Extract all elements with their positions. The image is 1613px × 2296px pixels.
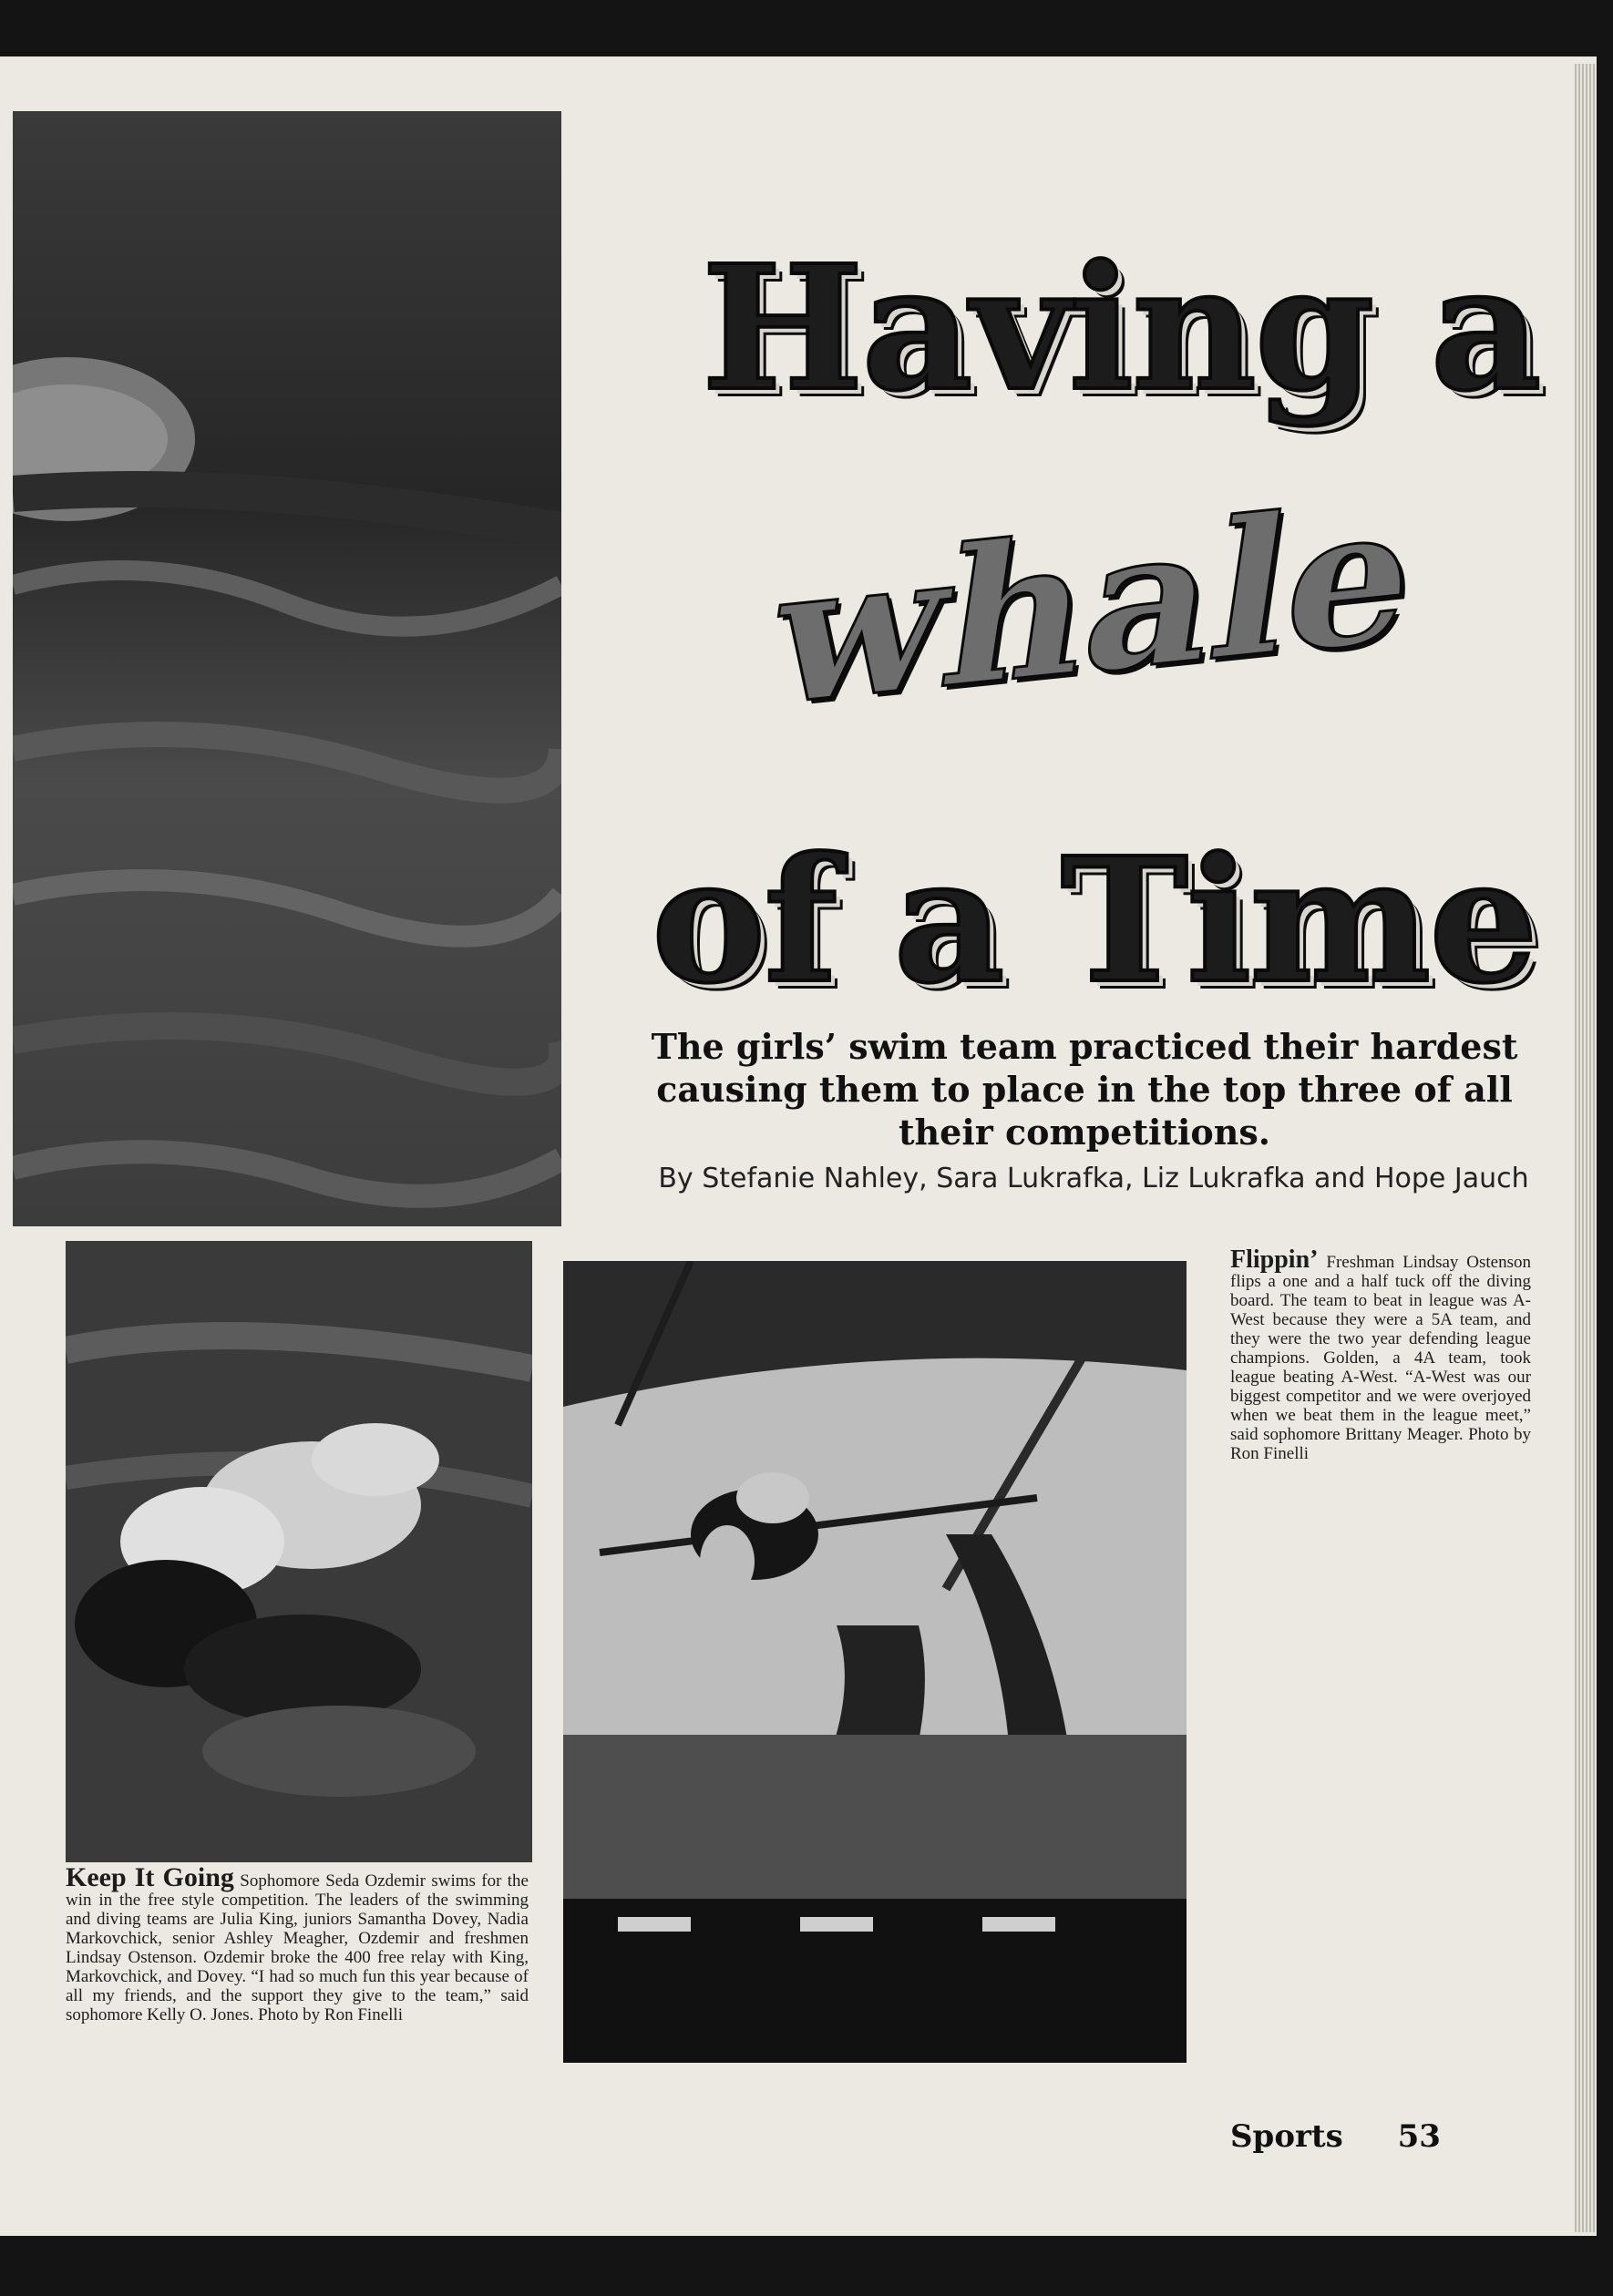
headline-line-of-a-time: of a Time (652, 820, 1536, 1021)
folio-section: Sports (1230, 2118, 1343, 2155)
subheadline-deck: The girls’ swim team practiced their hardest causing them to place in the top three of all their competitions. (651, 1026, 1518, 1153)
water-surface-photo (13, 111, 561, 1226)
caption-keep-it-going-lead: Keep It Going (66, 1862, 234, 1892)
caption-keep-it-going-body: Sophomore Seda Ozdemir swims for the win in the free style competition. The leaders of the swimming and diving teams are Julia King, juniors Samantha Dovey, Nadia Markovchick, senior Ashley Meagher, Ozdemir and freshmen Lindsay Ostenson. Ozdemir broke the 400 free relay with King, Markovchick, and Dovey. “I had so much fun this year because of all my friends, and the support they give to the team,” said sophomore Kelly O. Jones. Photo by Ron Finelli (66, 1871, 529, 2024)
swimmer-freestyle-photo (66, 1241, 532, 1862)
byline: By Stefanie Nahley, Sara Lukrafka, Liz Lukrafka and Hope Jauch (658, 1163, 1529, 1194)
caption-flippin (1230, 1245, 1532, 1463)
caption-keep-it-going (66, 1862, 529, 2024)
headline-word-whale: whale (761, 459, 1429, 750)
headline-line-having-a: Having a (702, 228, 1540, 429)
page-edge-stack (1575, 64, 1597, 2232)
page-folio (1230, 2118, 1441, 2155)
caption-flippin-body: Freshman Lindsay Ostenson flips a one and a half tuck off the diving board. The team to beat in league was A-West because they were a 5A team, and they were the two year defending league champions. Golden, a 4A team, took league beating A-West. “A-West was our biggest competitor and we were overjoyed when we beat them in the league meet,” said sophomore Brittany Meager. Photo by Ron Finelli (1230, 1253, 1532, 1463)
diver-tuck-photo (563, 1261, 1187, 2063)
folio-page-number: 53 (1397, 2118, 1441, 2155)
caption-flippin-lead: Flippin’ (1230, 1245, 1319, 1274)
